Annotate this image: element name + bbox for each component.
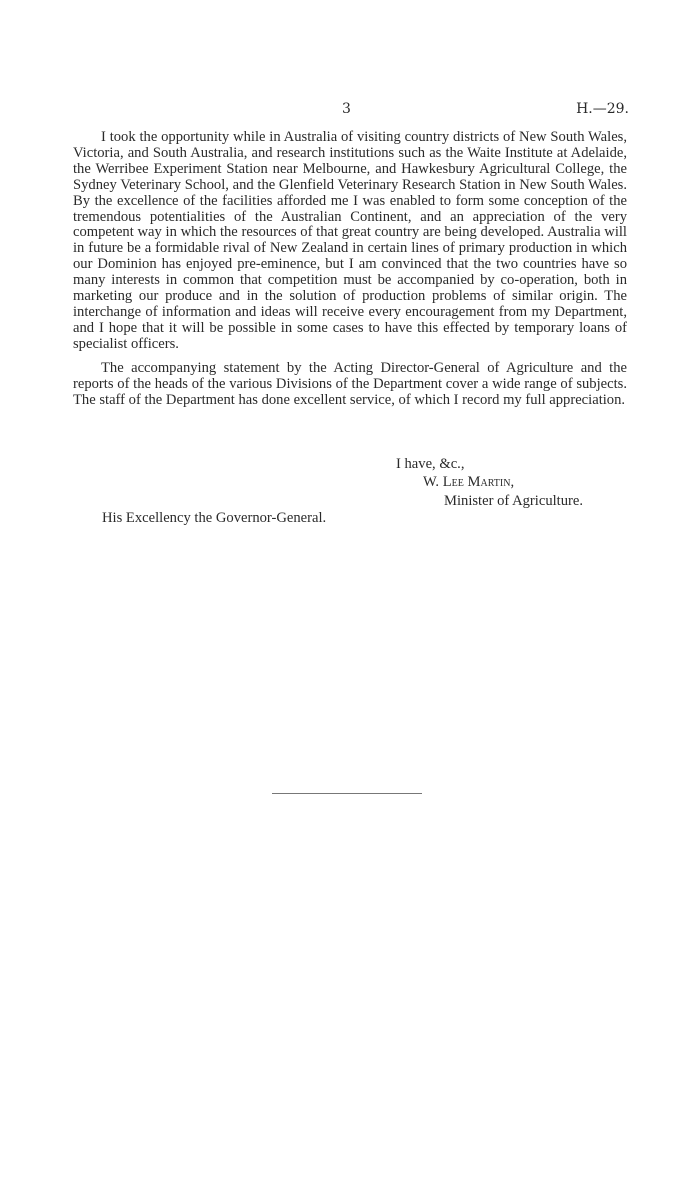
letter-body bbox=[73, 130, 627, 408]
paragraph-australia-visit: I took the opportunity while in Australia of visiting country districts of New South Wales, Victoria, and South Australia, and research institutions such as the Waite Institute at Adelaide, the Werribee Experiment Station near Melbourne, and Hawkesbury Agricultural College, the Sydney Veterinary School, and the Glenfield Veterinary Research Station in New South Wales. By the excellence of the facilities afforded me I was enabled to form some conception of the tremendous potentialities of the Australian Continent, and an appreciation of the very competent way in which the resources of that great country are being developed. Australia will in future be a formidable rival of New Zealand in certain lines of primary production in which our Dominion has enjoyed pre-eminence, but I am convinced that the two countries have so many interests in common that competition must be accompanied by co-operation, both in marketing our produce and in the solution of production problems of similar origin. The interchange of information and ideas will receive every encouragement from my Department, and I hope that it will be possible in some cases to have this effected by temporary loans of specialist officers. bbox=[73, 129, 627, 352]
section-divider bbox=[272, 793, 422, 794]
document-reference: H.—29. bbox=[576, 101, 629, 117]
addressee: His Excellency the Governor-General. bbox=[102, 510, 327, 526]
paragraph-staff-appreciation: The accompanying statement by the Acting Director-General of Agriculture and the reports of the heads of the various Divisions of the Department cover a wide range of subjects. The staff of the Department has done excellent service, of which I record my full appreciation. bbox=[73, 359, 627, 408]
page-number: 3 bbox=[342, 101, 351, 117]
signature-name: W. Lee Martin, bbox=[423, 474, 515, 490]
signature-title: Minister of Agriculture. bbox=[444, 493, 584, 509]
signature-closing: I have, &c., bbox=[396, 456, 465, 472]
